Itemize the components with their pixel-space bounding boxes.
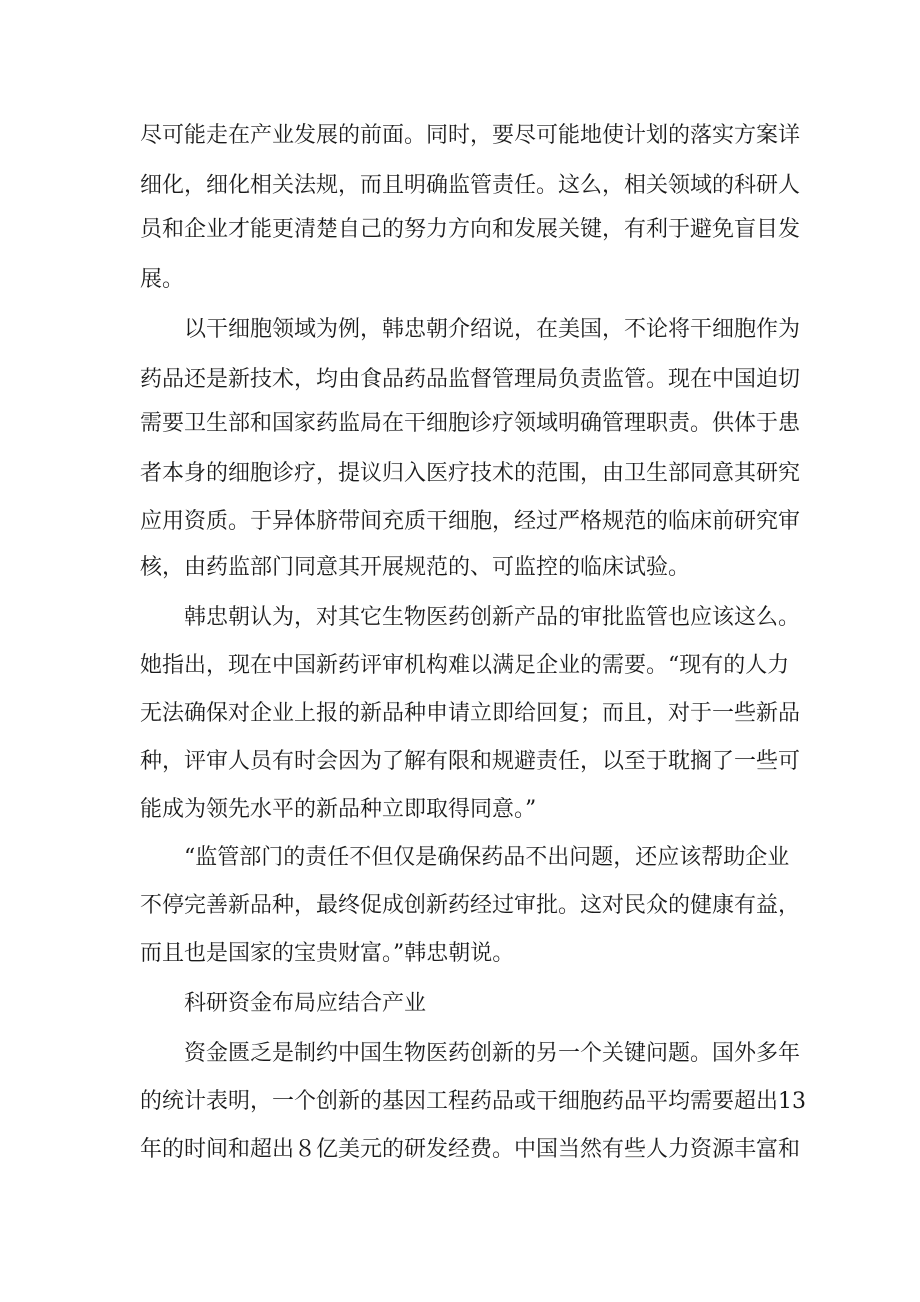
- text-line: 而且也是国家的宝贵财富。”韩忠朝说。: [140, 941, 515, 966]
- text-line: 核，由药监部门同意其开展规范的、可监控的临床试验。: [140, 555, 691, 580]
- text-line: 需要卫生部和国家药监局在干细胞诊疗领域明确管理职责。供体于患: [140, 411, 801, 436]
- text-line: 员和企业才能更清楚自己的努力方向和发展关键，有利于避免盲目发: [140, 217, 801, 242]
- text-line: 年的时间和超出８亿美元的研发经费。中国当然有些人力资源丰富和: [140, 1137, 801, 1162]
- text-line: 尽可能走在产业发展的前面。同时，要尽可能地使计划的落实方案详: [140, 123, 801, 148]
- text-line: 韩忠朝认为，对其它生物医药创新产品的审批监管也应该这么。: [184, 605, 801, 630]
- text-line: 者本身的细胞诊疗，提议归入医疗技术的范围，由卫生部同意其研究: [140, 461, 801, 486]
- text-line: 不停完善新品种，最终促成创新药经过审批。这对民众的健康有益，: [140, 893, 801, 918]
- text-line: 能成为领先水平的新品种立即取得同意。”: [140, 797, 537, 822]
- text-line: 资金匮乏是制约中国生物医药创新的另一个关键问题。国外多年: [184, 1041, 801, 1066]
- text-line: 无法确保对企业上报的新品种申请立即给回复；而且，对于一些新品: [140, 701, 801, 726]
- section-heading: 科研资金布局应结合产业: [184, 991, 427, 1016]
- text-line: 她指出，现在中国新药评审机构难以满足企业的需要。“现有的人力: [140, 653, 790, 678]
- text-line: 应用资质。于异体脐带间充质干细胞，经过严格规范的临床前研究审: [140, 509, 801, 534]
- text-line: 种，评审人员有时会因为了解有限和规避责任，以至于耽搁了一些可: [140, 749, 801, 774]
- text-line: 展。: [140, 267, 185, 292]
- text-line: 细化，细化相关法规，而且明确监管责任。这么，相关领域的科研人: [140, 173, 801, 198]
- text-line: “监管部门的责任不但仅是确保药品不出问题，还应该帮助企业: [184, 845, 790, 870]
- text-line: 药品还是新技术，均由食品药品监督管理局负责监管。现在中国迫切: [140, 367, 801, 392]
- text-line: 以干细胞领域为例，韩忠朝介绍说，在美国，不论将干细胞作为: [184, 317, 801, 342]
- text-line: 的统计表明，一个创新的基因工程药品或干细胞药品平均需要超出13: [140, 1089, 806, 1114]
